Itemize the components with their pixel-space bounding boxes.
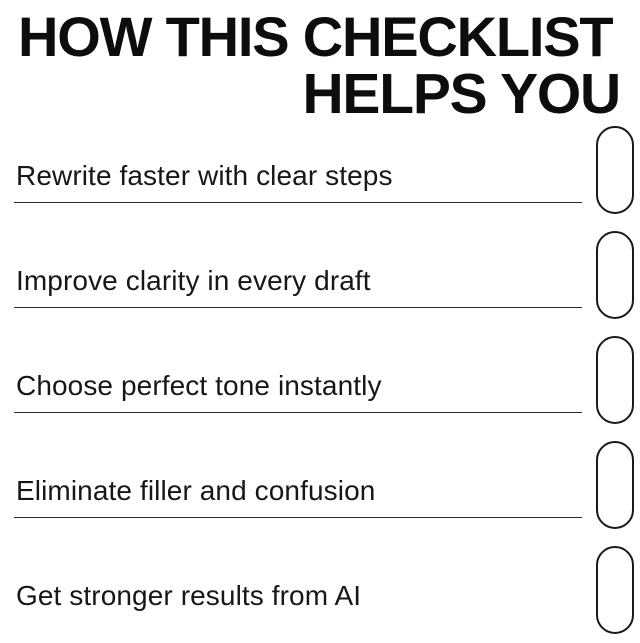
row-divider — [14, 202, 582, 203]
page-title-line-1: HOW THIS CHECKLIST — [18, 5, 613, 68]
checklist-item-label: Eliminate filler and confusion — [16, 475, 376, 507]
checklist-row — [0, 538, 640, 643]
row-divider — [14, 307, 582, 308]
checklist — [0, 118, 640, 643]
checklist-row — [0, 118, 640, 223]
page-title-line-2: HELPS YOU — [302, 62, 620, 127]
checkbox-icon[interactable] — [596, 126, 634, 214]
checkbox-icon[interactable] — [596, 441, 634, 529]
checklist-item-label: Improve clarity in every draft — [16, 265, 371, 297]
checklist-item-label: Get stronger results from AI — [16, 580, 362, 612]
checkbox-icon[interactable] — [596, 546, 634, 634]
checklist-item-label: Choose perfect tone instantly — [16, 370, 382, 402]
checkbox-icon[interactable] — [596, 336, 634, 424]
checklist-row — [0, 328, 640, 433]
checklist-row — [0, 433, 640, 538]
row-divider — [14, 517, 582, 518]
checkbox-icon[interactable] — [596, 231, 634, 319]
checklist-item-label: Rewrite faster with clear steps — [16, 160, 393, 192]
checklist-row — [0, 223, 640, 328]
row-divider — [14, 412, 582, 413]
page-title — [0, 0, 640, 127]
